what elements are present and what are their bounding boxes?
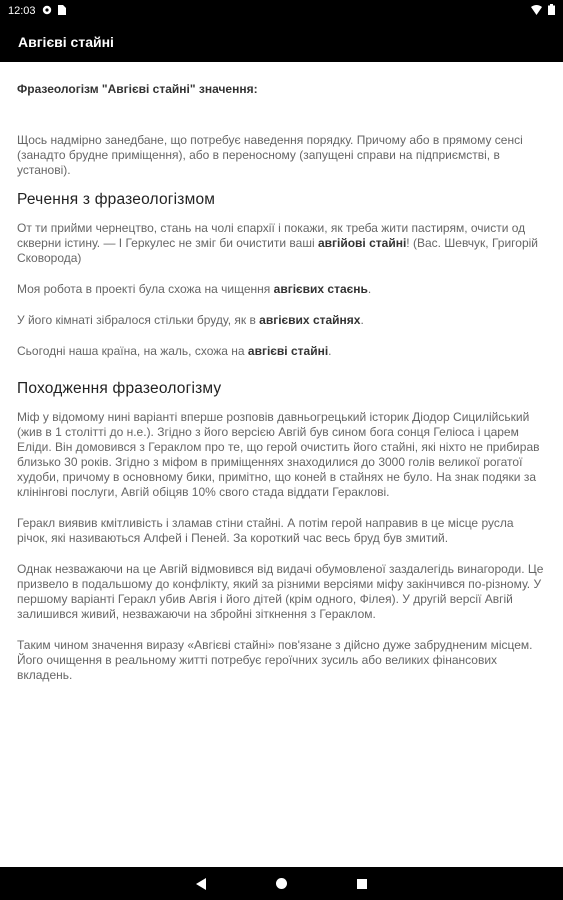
- origin-paragraph: Геракл виявив кмітливість і зламав стіни стайні. А потім герой направив в це місце русла річок, які називаються Алфей і Пеней. За короткий час весь бруд був змитий.: [17, 516, 514, 545]
- back-icon[interactable]: [196, 878, 206, 890]
- recent-apps-icon[interactable]: [357, 879, 367, 889]
- origin-heading: Походження фразеологізму: [17, 380, 222, 397]
- wifi-icon: [531, 5, 542, 18]
- origin-paragraph: Однак незважаючи на це Авгій відмовився від видачі обумовленої заздалегідь винагороди. Це призвело в подальшому до конфлікту, який за різними версіями міфу закінчився по-різному. У першому варіанті Геракл убив Авгія і його дітей (крім одного, Філея). У другій версії Авгій залишився живий, незважаючи на збройні зіткнення з Гераклом.: [17, 562, 544, 621]
- meaning-text: Щось надмірно занедбане, що потребує наведення порядку. Причому або в прямому сенсі (занадто брудне приміщення), або в переносному (запущені справи на підприємстві, в установі).: [17, 133, 523, 177]
- navigation-bar: [0, 867, 563, 900]
- examples-heading: Речення з фразеологізмом: [17, 191, 216, 208]
- origin-paragraph: Міф у відомому нині варіанті вперше розповів давньогрецький історик Діодор Сицилійський (жив в 1 столітті до н.е.). Згідно з його версією Авгій був сином бога сонця Геліоса і царем Еліди. Він домовився з Гераклом про те, що герой очистить його стайні, які ніхто не прибирав близько 30 років. Згідно з міфом в приміщеннях знаходилися до 3000 голів великої рогатої худоби, причому в основному бики, примітно, що коней в стайнях не було. На знак подяки за клінінгові послуги, Авгій обіцяв 10% свого стада віддати Гераклові.: [17, 410, 540, 499]
- app-title: Авгієві стайні: [18, 34, 114, 50]
- meaning-heading: Фразеологізм "Авгієві стайні" значення:: [17, 82, 258, 96]
- status-left: [8, 5, 66, 18]
- home-icon[interactable]: [276, 878, 287, 889]
- example-sentence: От ти прийми чернецтво, стань на чолі єпархії і покажи, як треба жити пастирям, очисти од скверни істину. — І Геркулес не зміг би очистити ваші авгійові стайні! (Вас. Шевчук, Григорій Сковорода): [17, 221, 538, 265]
- battery-icon: [548, 4, 555, 18]
- example-sentence: У його кімнаті зібралося стільки бруду, як в авгієвих стайнях.: [17, 313, 364, 327]
- app-bar: [0, 22, 563, 62]
- status-right: [531, 4, 555, 18]
- status-bar: [0, 0, 563, 22]
- article-content[interactable]: [0, 62, 563, 867]
- example-sentence: Сьогодні наша країна, на жаль, схожа на авгієві стайні.: [17, 344, 332, 358]
- sim-card-icon: [58, 5, 66, 18]
- origin-paragraph: Таким чином значення виразу «Авгієві стайні» пов'язане з дійсно дуже забрудненим місцем. Його очищення в реальному житті потребує героїчних зусиль або великих фінансових вкладень.: [17, 638, 533, 682]
- example-sentence: Моя робота в проекті була схожа на чищення авгієвих стаєнь.: [17, 282, 372, 296]
- settings-icon: [42, 5, 52, 18]
- status-time: 12:03: [8, 5, 36, 17]
